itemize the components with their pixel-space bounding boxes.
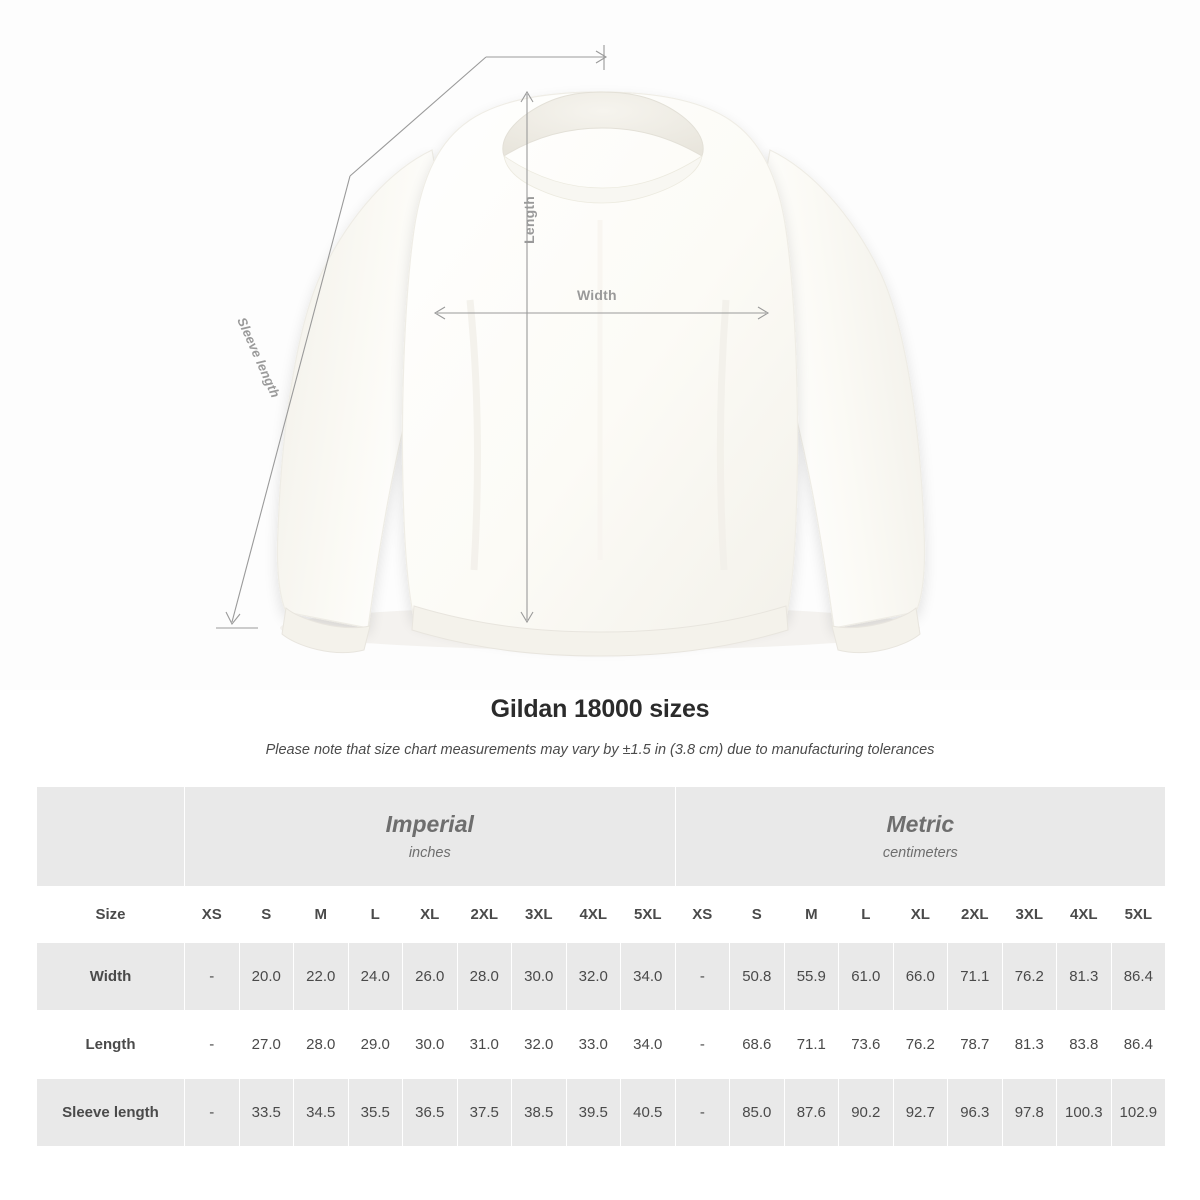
cell-width-metric-2xl: 71.1 (948, 943, 1003, 1011)
cell-sleeve-imperial-3xl: 38.5 (512, 1079, 567, 1147)
cell-length-metric-m: 71.1 (784, 1011, 839, 1079)
cell-sleeve-metric-s: 85.0 (730, 1079, 785, 1147)
table-row (37, 943, 1166, 1011)
unit-group-spacer (37, 787, 185, 887)
size-chart-table-wrap (36, 786, 1164, 1147)
cell-sleeve-metric-xl: 92.7 (893, 1079, 948, 1147)
cell-sleeve-imperial-5xl: 40.5 (621, 1079, 676, 1147)
length-dimension-label: Length (521, 196, 537, 244)
size-header-imperial-xs: XS (185, 887, 240, 943)
cell-length-metric-5xl: 86.4 (1111, 1011, 1166, 1079)
size-header-metric-2xl: 2XL (948, 887, 1003, 943)
cell-length-imperial-xs: - (185, 1011, 240, 1079)
size-header-label: Size (37, 887, 185, 943)
size-header-metric-xl: XL (893, 887, 948, 943)
sleeve-length-dimension-label: Sleeve length (234, 315, 284, 401)
cell-width-imperial-xs: - (185, 943, 240, 1011)
cell-length-metric-4xl: 83.8 (1057, 1011, 1112, 1079)
cell-length-metric-2xl: 78.7 (948, 1011, 1003, 1079)
title-block (0, 695, 1200, 758)
unit-group-row (37, 787, 1166, 887)
cell-length-imperial-5xl: 34.0 (621, 1011, 676, 1079)
size-header-metric-4xl: 4XL (1057, 887, 1112, 943)
cell-sleeve-imperial-2xl: 37.5 (457, 1079, 512, 1147)
size-chart-table (36, 786, 1166, 1147)
cell-width-imperial-4xl: 32.0 (566, 943, 621, 1011)
cell-sleeve-metric-2xl: 96.3 (948, 1079, 1003, 1147)
cell-length-imperial-2xl: 31.0 (457, 1011, 512, 1079)
cell-sleeve-imperial-s: 33.5 (239, 1079, 294, 1147)
row-label-sleeve-length: Sleeve length (37, 1079, 185, 1147)
cell-length-imperial-s: 27.0 (239, 1011, 294, 1079)
cell-length-metric-l: 73.6 (839, 1011, 894, 1079)
row-label-length: Length (37, 1011, 185, 1079)
cell-sleeve-imperial-4xl: 39.5 (566, 1079, 621, 1147)
size-header-metric-l: L (839, 887, 894, 943)
unit-group-imperial-sub: inches (408, 844, 451, 861)
unit-group-imperial (185, 787, 676, 887)
cell-sleeve-imperial-xs: - (185, 1079, 240, 1147)
cell-width-imperial-l: 24.0 (348, 943, 403, 1011)
cell-width-imperial-2xl: 28.0 (457, 943, 512, 1011)
size-header-imperial-5xl: 5XL (621, 887, 676, 943)
cell-width-imperial-3xl: 30.0 (512, 943, 567, 1011)
cell-sleeve-metric-xs: - (675, 1079, 730, 1147)
cell-width-metric-xl: 66.0 (893, 943, 948, 1011)
cell-width-metric-3xl: 76.2 (1002, 943, 1057, 1011)
size-header-imperial-2xl: 2XL (457, 887, 512, 943)
cell-width-imperial-xl: 26.0 (403, 943, 458, 1011)
row-label-width: Width (37, 943, 185, 1011)
cell-length-imperial-3xl: 32.0 (512, 1011, 567, 1079)
unit-group-imperial-name: Imperial (385, 811, 474, 838)
unit-group-metric (675, 787, 1166, 887)
cell-length-metric-xs: - (675, 1011, 730, 1079)
cell-width-metric-s: 50.8 (730, 943, 785, 1011)
size-header-imperial-3xl: 3XL (512, 887, 567, 943)
table-row (37, 1011, 1166, 1079)
cell-length-imperial-m: 28.0 (294, 1011, 349, 1079)
size-header-row (37, 887, 1166, 943)
cell-sleeve-metric-3xl: 97.8 (1002, 1079, 1057, 1147)
size-header-imperial-m: M (294, 887, 349, 943)
page-title: Gildan 18000 sizes (490, 695, 710, 723)
cell-width-metric-5xl: 86.4 (1111, 943, 1166, 1011)
width-dimension-label: Width (577, 287, 617, 303)
cell-width-metric-l: 61.0 (839, 943, 894, 1011)
cell-length-metric-s: 68.6 (730, 1011, 785, 1079)
cell-length-metric-3xl: 81.3 (1002, 1011, 1057, 1079)
cell-width-imperial-5xl: 34.0 (621, 943, 676, 1011)
cell-width-metric-4xl: 81.3 (1057, 943, 1112, 1011)
tolerance-note: Please note that size chart measurements may vary by ±1.5 in (3.8 cm) due to manufacturing tolerances (265, 742, 935, 758)
cell-sleeve-metric-l: 90.2 (839, 1079, 894, 1147)
cell-length-metric-xl: 76.2 (893, 1011, 948, 1079)
size-header-metric-3xl: 3XL (1002, 887, 1057, 943)
cell-sleeve-imperial-xl: 36.5 (403, 1079, 458, 1147)
size-header-imperial-4xl: 4XL (566, 887, 621, 943)
cell-sleeve-metric-5xl: 102.9 (1111, 1079, 1166, 1147)
cell-width-metric-m: 55.9 (784, 943, 839, 1011)
size-header-imperial-s: S (239, 887, 294, 943)
table-row (37, 1079, 1166, 1147)
unit-group-metric-name: Metric (886, 811, 955, 838)
unit-group-metric-sub: centimeters (882, 844, 958, 861)
cell-width-imperial-s: 20.0 (239, 943, 294, 1011)
cell-sleeve-metric-m: 87.6 (784, 1079, 839, 1147)
cell-length-imperial-4xl: 33.0 (566, 1011, 621, 1079)
cell-sleeve-imperial-m: 34.5 (294, 1079, 349, 1147)
size-header-metric-s: S (730, 887, 785, 943)
size-header-imperial-l: L (348, 887, 403, 943)
size-header-metric-5xl: 5XL (1111, 887, 1166, 943)
cell-length-imperial-l: 29.0 (348, 1011, 403, 1079)
size-header-metric-xs: XS (675, 887, 730, 943)
cell-sleeve-imperial-l: 35.5 (348, 1079, 403, 1147)
cell-width-imperial-m: 22.0 (294, 943, 349, 1011)
cell-length-imperial-xl: 30.0 (403, 1011, 458, 1079)
cell-sleeve-metric-4xl: 100.3 (1057, 1079, 1112, 1147)
size-header-imperial-xl: XL (403, 887, 458, 943)
cell-width-metric-xs: - (675, 943, 730, 1011)
size-header-metric-m: M (784, 887, 839, 943)
